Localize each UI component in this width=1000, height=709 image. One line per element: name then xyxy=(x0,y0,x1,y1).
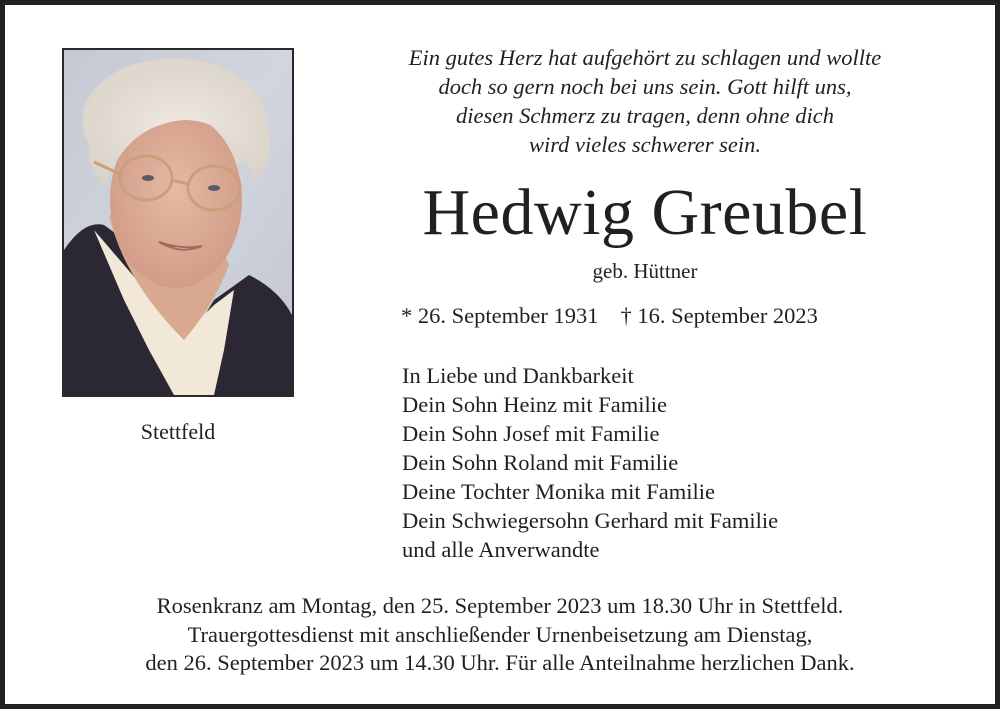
verse-line: Ein gutes Herz hat aufgehört zu schlagen und wollte xyxy=(408,45,882,70)
portrait-image xyxy=(64,50,292,395)
location-text: Stettfeld xyxy=(140,419,216,444)
life-dates xyxy=(401,303,818,329)
death-date: † 16. September 2023 xyxy=(620,303,818,328)
mourner-line: und alle Anverwandte xyxy=(402,537,600,562)
service-details xyxy=(5,592,995,678)
deceased-name: Hedwig Greubel xyxy=(422,176,868,249)
mourner-line: Dein Sohn Josef mit Familie xyxy=(402,421,660,446)
maiden-name: geb. Hüttner xyxy=(592,259,698,283)
service-line: den 26. September 2023 um 14.30 Uhr. Für alle Anteilnahme herzlichen Dank. xyxy=(145,650,855,675)
mourner-line: Dein Sohn Roland mit Familie xyxy=(402,450,679,475)
mourner-line: In Liebe und Dankbarkeit xyxy=(402,363,634,388)
verse-line: wird vieles schwerer sein. xyxy=(528,132,762,157)
mourner-line: Dein Schwiegersohn Gerhard mit Familie xyxy=(402,508,779,533)
verse-line: doch so gern noch bei uns sein. Gott hilft uns, xyxy=(438,74,852,99)
memorial-verse xyxy=(345,43,945,159)
service-line: Trauergottesdienst mit anschließender Urnenbeisetzung am Dienstag, xyxy=(187,621,813,647)
verse-line: diesen Schmerz zu tragen, denn ohne dich xyxy=(455,103,835,128)
portrait-photo xyxy=(62,48,294,397)
mourner-line: Deine Tochter Monika mit Familie xyxy=(402,479,715,504)
mourner-line: Dein Sohn Heinz mit Familie xyxy=(402,392,667,417)
service-line: Rosenkranz am Montag, den 25. September 2023 um 18.30 Uhr in Stettfeld. xyxy=(156,593,844,618)
mourners-list xyxy=(402,361,778,564)
birth-date: * 26. September 1931 xyxy=(401,303,599,328)
